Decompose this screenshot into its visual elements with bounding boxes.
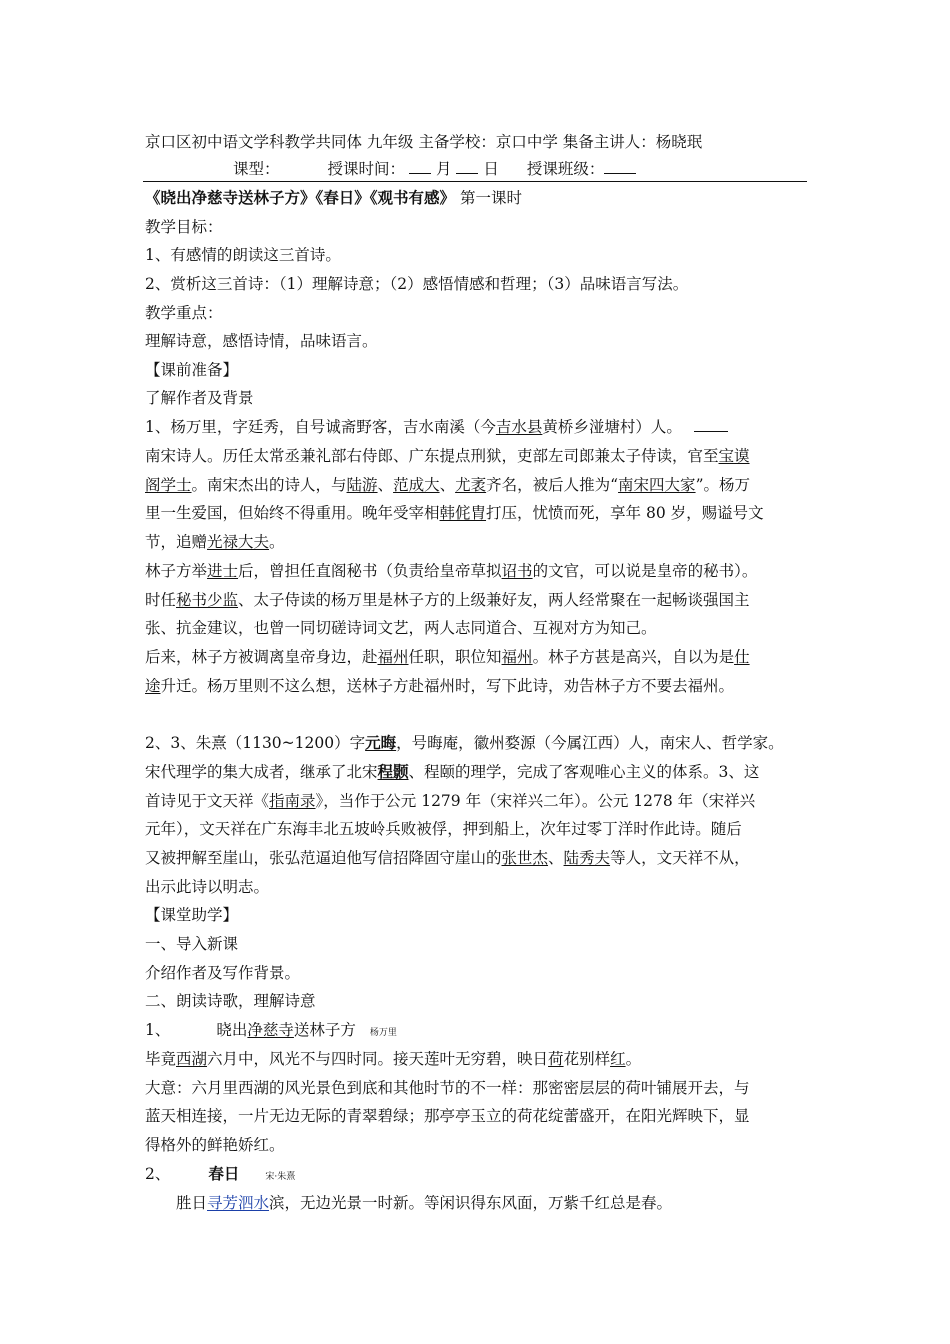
objective-item: 2、赏析这三首诗：（1）理解诗意；（2）感悟情感和哲理；（3）品味语言写法。 — [145, 275, 689, 293]
text: 》，当作于公元 1279 年（宋祥兴二年）。公元 1278 年（宋祥兴 — [315, 792, 756, 810]
prep-paragraph-line: 张、抗金建议，也曾一同切磋诗词文艺，两人志同道合、互视对方为知己。 — [145, 619, 657, 637]
header-divider — [143, 181, 807, 182]
poem-title: 春日 — [208, 1164, 240, 1183]
text: 。林子方甚是高兴，自以为是 — [532, 648, 735, 666]
prep-paragraph-line — [145, 733, 784, 753]
link-xihu[interactable]: 西湖 — [176, 1050, 208, 1068]
poem2-title-line — [145, 1164, 295, 1187]
text: 后，曾担任直阁秘书（负责给皇帝草拟 — [238, 562, 502, 580]
link-guanglu[interactable]: 光禄大夫 — [207, 533, 270, 551]
prep-paragraph-line — [145, 417, 728, 437]
prep-paragraph-line — [145, 532, 285, 552]
class-heading: 【课堂助学】 — [145, 906, 239, 924]
link-jingcisi[interactable]: 净慈寺 — [247, 1021, 294, 1039]
text: ”。杨万 — [695, 476, 750, 494]
text: 胜日 — [176, 1194, 208, 1212]
text: 打压，忧愤而死，享年 80 岁，赐谥号文 — [486, 504, 764, 522]
text: 送林子方 — [293, 1021, 356, 1039]
link-xueshi[interactable]: 阁学士 — [145, 476, 192, 494]
text: 毕竟 — [145, 1050, 177, 1068]
poem1-title-line — [145, 1020, 397, 1043]
meaning-line: 大意：六月里西湖的风光景色到底和其他时节的不一样：那密密层层的荷叶铺展开去，与 — [145, 1079, 750, 1097]
text: 等人，文天祥不从， — [610, 849, 750, 867]
text: 1、杨万里，字廷秀，自号诚斋野客，吉水南溪（今 — [145, 418, 496, 436]
day-blank[interactable] — [456, 159, 478, 174]
prep-paragraph-line: 出示此诗以明志。 — [145, 878, 270, 896]
objective-item: 1、有感情的朗读这三首诗。 — [145, 246, 341, 264]
prep-paragraph-line — [145, 791, 755, 811]
link-hantuozhou[interactable]: 韩侂胄 — [439, 504, 487, 522]
period-label: 第一课时 — [459, 189, 522, 207]
poem1-text — [145, 1049, 641, 1069]
prep-paragraph-line — [145, 475, 750, 495]
text: 任职，职位知 — [408, 648, 502, 666]
text: 南宋诗人。历任太常丞兼礼部右侍郎、广东提点刑狱，吏部左司郎兼太子侍读，官至 — [145, 447, 719, 465]
text: 、程颐的理学，完成了客观唯心主义的体系。3、这 — [408, 763, 760, 781]
text: 。南宋杰出的诗人，与 — [191, 476, 347, 494]
text: 2、3、朱熹（1130~1200）字 — [145, 734, 366, 752]
text: 六月中，风光不与四时同。接天莲叶无穷碧，映日 — [207, 1050, 549, 1068]
link-chenghao[interactable]: 程颢 — [377, 762, 409, 781]
link-fanchengda[interactable]: 范成大 — [393, 476, 440, 494]
poem2-text — [176, 1193, 672, 1213]
text: 里一生爱国，但始终不得重用。晚年受宰相 — [145, 504, 440, 522]
link-he[interactable]: 荷 — [548, 1050, 564, 1068]
text: ，号晦庵，徽州婺源（今属江西）人，南宋人、哲学家。 — [396, 734, 784, 752]
works-title: 《晓出净慈寺送林子方》《春日》《观书有感》 — [145, 188, 456, 207]
text: 晓出 — [216, 1021, 248, 1039]
prep-paragraph-line — [145, 676, 734, 696]
section-text: 介绍作者及写作背景。 — [145, 964, 301, 982]
link-jishui[interactable]: 吉水县 — [495, 418, 543, 436]
text: 时任 — [145, 591, 177, 609]
poem-number: 2、 — [145, 1165, 171, 1183]
text: 宋代理学的集大成者，继承了北宋 — [145, 763, 378, 781]
prep-paragraph-line — [145, 503, 764, 523]
meaning-line: 蓝天相连接，一片无边无际的青翠碧绿；那亭亭玉立的荷花绽蕾盛开，在阳光辉映下，显 — [145, 1107, 750, 1125]
prep-paragraph-line — [145, 762, 759, 782]
text: 、 — [439, 476, 456, 494]
text: 、 — [377, 476, 394, 494]
text: 花别样 — [563, 1050, 611, 1068]
prep-subheading: 了解作者及背景 — [145, 389, 254, 407]
poem-author: 杨万里 — [369, 1028, 397, 1038]
text: 升迁。杨万里则不这么想，送林子方赴福州时，写下此诗，劝告林子方不要去福州。 — [160, 677, 735, 695]
link-jinshi[interactable]: 进士 — [207, 562, 239, 580]
link-youmao[interactable]: 尤袤 — [455, 476, 487, 494]
key-points-text: 理解诗意，感悟诗情，品味语言。 — [145, 332, 378, 350]
link-yuanhui[interactable]: 元晦 — [365, 733, 397, 752]
prep-paragraph-line — [145, 561, 757, 581]
link-fuzhou[interactable]: 福州 — [501, 648, 533, 666]
key-points-heading: 教学重点： — [145, 304, 223, 322]
text: 、太子侍读的杨万里是林子方的上级兼好友，两人经常聚在一起畅谈强国主 — [238, 591, 750, 609]
text: 首诗见于文天祥《 — [145, 792, 270, 810]
objectives-heading: 教学目标： — [145, 218, 223, 236]
meaning-line: 得格外的鲜艳娇红。 — [145, 1136, 285, 1154]
text: 林子方举 — [145, 562, 208, 580]
answer-blank[interactable] — [694, 417, 728, 432]
link-luxiufu[interactable]: 陆秀夫 — [563, 849, 611, 867]
text: 。 — [269, 533, 285, 551]
poem-author: 宋·朱熹 — [265, 1172, 296, 1182]
section-heading: 一、导入新课 — [145, 935, 239, 953]
lesson-time-label: 授课时间： — [327, 160, 406, 178]
link-shitu[interactable]: 仕 — [734, 648, 750, 666]
text: 齐名，被后人推为“ — [486, 476, 619, 494]
link-baomo[interactable]: 宝谟 — [718, 447, 750, 465]
link-hong[interactable]: 红 — [610, 1050, 626, 1068]
link-mishushaojian[interactable]: 秘书少监 — [176, 591, 239, 609]
poem-number: 1、 — [145, 1021, 171, 1039]
header-line: 京口区初中语文学科教学共同体 九年级 主备学校：京口中学 集备主讲人：杨晓珉 — [145, 133, 703, 151]
section-heading: 二、朗读诗歌，理解诗意 — [145, 992, 316, 1010]
text: 后来，林子方被调离皇帝身边，赴 — [145, 648, 378, 666]
text: 滨，无边光景一时新。等闲识得东风面，万紫千红总是春。 — [269, 1194, 673, 1212]
class-blank[interactable] — [604, 159, 636, 174]
prep-paragraph-line: 元年），文天祥在广东海丰北五坡岭兵败被俘，押到船上，次年过零丁洋时作此诗。随后 — [145, 820, 742, 838]
day-label: 日 — [483, 160, 499, 178]
link-xunfang-sishui[interactable]: 寻芳泗水 — [207, 1194, 270, 1212]
lesson-info-line — [233, 159, 636, 179]
link-fuzhou[interactable]: 福州 — [377, 648, 409, 666]
month-blank[interactable] — [409, 159, 431, 174]
text: 黄桥乡湴塘村）人。 — [542, 418, 682, 436]
class-label: 授课班级： — [526, 160, 605, 178]
link-four-masters[interactable]: 南宋四大家 — [618, 476, 696, 494]
text: 、 — [548, 849, 564, 867]
link-luyou[interactable]: 陆游 — [346, 476, 378, 494]
text: 。 — [625, 1050, 642, 1068]
prep-paragraph-line — [145, 848, 750, 868]
link-shitu[interactable]: 途 — [145, 677, 161, 695]
text: 的文官，可以说是皇帝的秘书）。 — [532, 562, 758, 580]
prep-paragraph-line — [145, 590, 750, 610]
text: 节，追赠 — [145, 533, 208, 551]
prep-heading: 【课前准备】 — [145, 361, 239, 379]
prep-paragraph-line — [145, 647, 750, 667]
prep-paragraph-line — [145, 446, 750, 466]
month-label: 月 — [435, 160, 452, 178]
link-zhaoshu[interactable]: 诏书 — [501, 562, 533, 580]
lesson-type-label: 课型： — [233, 160, 280, 178]
lesson-title — [145, 188, 522, 208]
text: 又被押解至崖山，张弘范逼迫他写信招降固守崖山的 — [145, 849, 502, 867]
link-zhangshijie[interactable]: 张世杰 — [501, 849, 549, 867]
link-zhinanlu[interactable]: 指南录 — [269, 792, 316, 810]
